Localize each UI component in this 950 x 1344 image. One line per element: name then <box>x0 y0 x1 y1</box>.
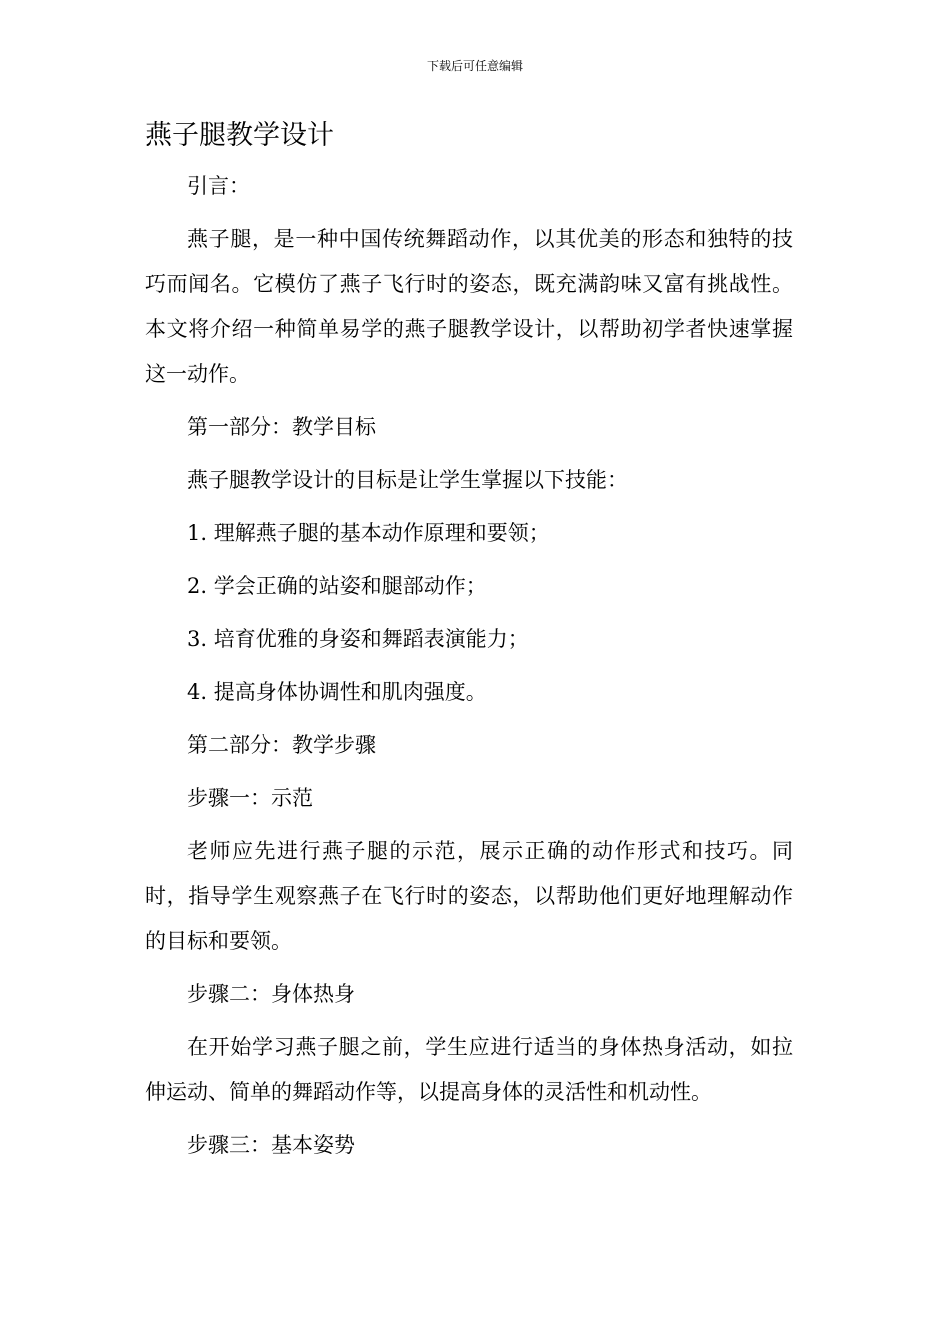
paragraph-step-1: 老师应先进行燕子腿的示范，展示正确的动作形式和技巧。同时，指导学生观察燕子在飞行时的姿态，以帮助他们更好地理解动作的目标和要领。 <box>145 839 793 953</box>
step-heading-1: 步骤一：示范 <box>187 786 313 810</box>
document-body <box>145 164 793 1176</box>
step-heading-3: 步骤三：基本姿势 <box>187 1133 355 1157</box>
list-item-goal-3: 3. 培育优雅的身姿和舞蹈表演能力； <box>187 627 529 651</box>
header-note: 下载后可任意编辑 <box>426 59 523 73</box>
list-item-goal-2: 2. 学会正确的站姿和腿部动作； <box>187 574 487 598</box>
list-item-goal-1: 1. 理解燕子腿的基本动作原理和要领； <box>187 521 550 545</box>
section-heading-steps: 第二部分：教学步骤 <box>187 733 376 757</box>
paragraph-intro-heading: 引言： <box>187 174 250 198</box>
list-item-goal-4: 4. 提高身体协调性和肌肉强度。 <box>187 680 487 704</box>
paragraph-intro: 燕子腿，是一种中国传统舞蹈动作，以其优美的形态和独特的技巧而闻名。它模仿了燕子飞行时的姿态，既充满韵味又富有挑战性。本文将介绍一种简单易学的燕子腿教学设计，以帮助初学者快速掌握这一动作。 <box>145 227 793 386</box>
step-heading-2: 步骤二：身体热身 <box>187 982 355 1006</box>
paragraph-step-2: 在开始学习燕子腿之前，学生应进行适当的身体热身活动，如拉伸运动、简单的舞蹈动作等，以提高身体的灵活性和机动性。 <box>145 1035 793 1104</box>
paragraph-goals-lead: 燕子腿教学设计的目标是让学生掌握以下技能： <box>187 468 628 492</box>
section-heading-goals: 第一部分：教学目标 <box>187 415 376 439</box>
document-title: 燕子腿教学设计 <box>145 120 334 151</box>
